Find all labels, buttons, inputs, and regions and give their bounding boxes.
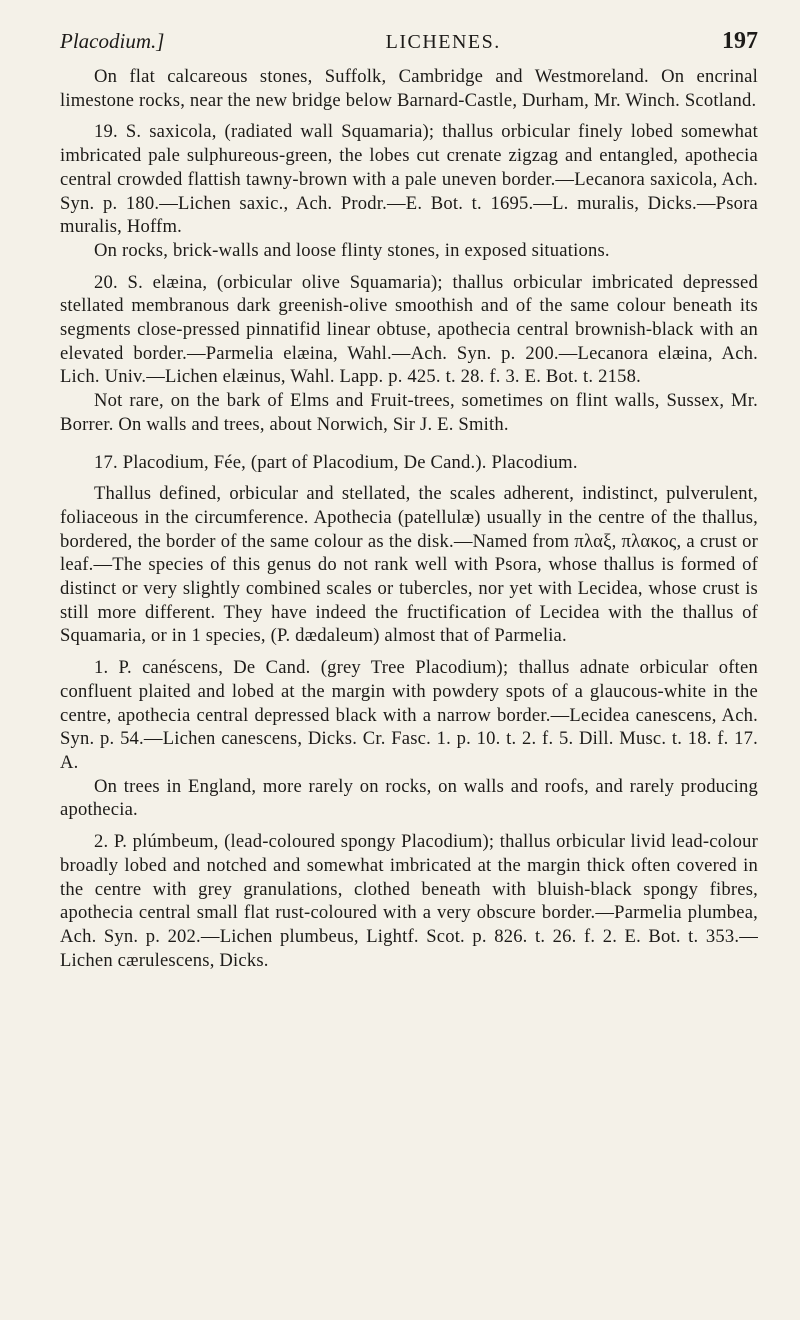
habitat-paragraph: Not rare, on the bark of Elms and Fruit-trees, sometimes on flint walls, Sussex, Mr. Borrer. On walls and trees, about Norwich, Sir J. E. Smith. [60, 390, 758, 435]
species-entry-elaeina: 20. S. elæina, (orbicular olive Squamaria); thallus orbicular imbricated depressed stellated membranous dark greenish-olive smoothish and of the same colour beneath its segments close-pressed pinnatifid linear obtuse, apothecia central brownish-black with an elevated border.—Parmelia elæina, Wahl.—Ach. Syn. p. 200.—Lecanora elæina, Ach. Lich. Univ.—Lichen elæinus, Wahl. Lapp. p. 425. t. 28. f. 3. E. Bot. t. 2158. [60, 271, 758, 388]
habitat-paragraph: On trees in England, more rarely on rocks, on walls and roofs, and rarely producing apothecia. [60, 775, 758, 821]
species-entry-saxicola: 19. S. saxicola, (radiated wall Squamaria); thallus orbicular finely lobed somewhat imbricated pale sulphureous-green, the lobes cut crenate zigzag and entangled, apothecia central crowded flattish tawny-brown with a pale uneven border.—Lecanora saxicola, Ach. Syn. p. 180.—Lichen saxic., Ach. Prodr.—E. Bot. t. 1695.—L. muralis, Dicks.—Psora muralis, Hoffm. [60, 121, 758, 238]
genus-heading: 17. Placodium, Fée, (part of Placodium, De Cand.). Placodium. [94, 451, 578, 473]
page-number: 197 [721, 28, 758, 54]
species-entry-canescens: 1. P. canéscens, De Cand. (grey Tree Placodium); thallus adnate orbicular often confluent plaited and lobed at the margin with powdery spots of a glaucous-white in the centre, apothecia central depressed black with a narrow border.—Lecidea canescens, Ach. Syn. p. 54.—Lichen canescens, Dicks. Cr. Fasc. 1. p. 10. t. 2. f. 5. Dill. Musc. t. 18. f. 17. A. [60, 657, 758, 773]
habitat-paragraph: On rocks, brick-walls and loose flinty stones, in exposed situations. [94, 239, 610, 261]
book-page [60, 28, 758, 972]
genus-header: Placodium.] [60, 29, 165, 53]
section-title: LICHENES. [385, 31, 501, 53]
habitat-paragraph: On flat calcareous stones, Suffolk, Cambridge and Westmoreland. On encrinal limestone rocks, near the new bridge below Barnard-Castle, Durham, Mr. Winch. Scotland. [60, 66, 758, 111]
species-entry-plumbeum: 2. P. plúmbeum, (lead-coloured spongy Placodium); thallus orbicular livid lead-colour broadly lobed and notched and somewhat imbricated at the margin thick often covered in the centre with grey granulations, clothed beneath with bluish-black spongy fibres, apothecia central small flat rust-coloured with a very obscure border.—Parmelia plumbea, Ach. Syn. p. 202.—Lichen plumbeus, Lightf. Scot. p. 826. t. 26. f. 2. E. Bot. t. 353.—Lichen cærulescens, Dicks. [60, 831, 758, 971]
running-head [60, 28, 758, 55]
genus-description: Thallus defined, orbicular and stellated, the scales adherent, indistinct, pulverulent, foliaceous in the circumference. Apothecia (patellulæ) usually in the centre of the thallus, bordered, the border of the same colour as the disk.—Named from πλαξ, πλακος, a crust or leaf.—The species of this genus do not rank well with Psora, whose thallus is formed of distinct or very slightly combined scales or tubercles, nor yet with Lecidea, whose crust is still more different. They have indeed the fructification of Lecidea with the thallus of Squamaria, or in 1 species, (P. dædaleum) almost that of Parmelia. [60, 483, 758, 647]
